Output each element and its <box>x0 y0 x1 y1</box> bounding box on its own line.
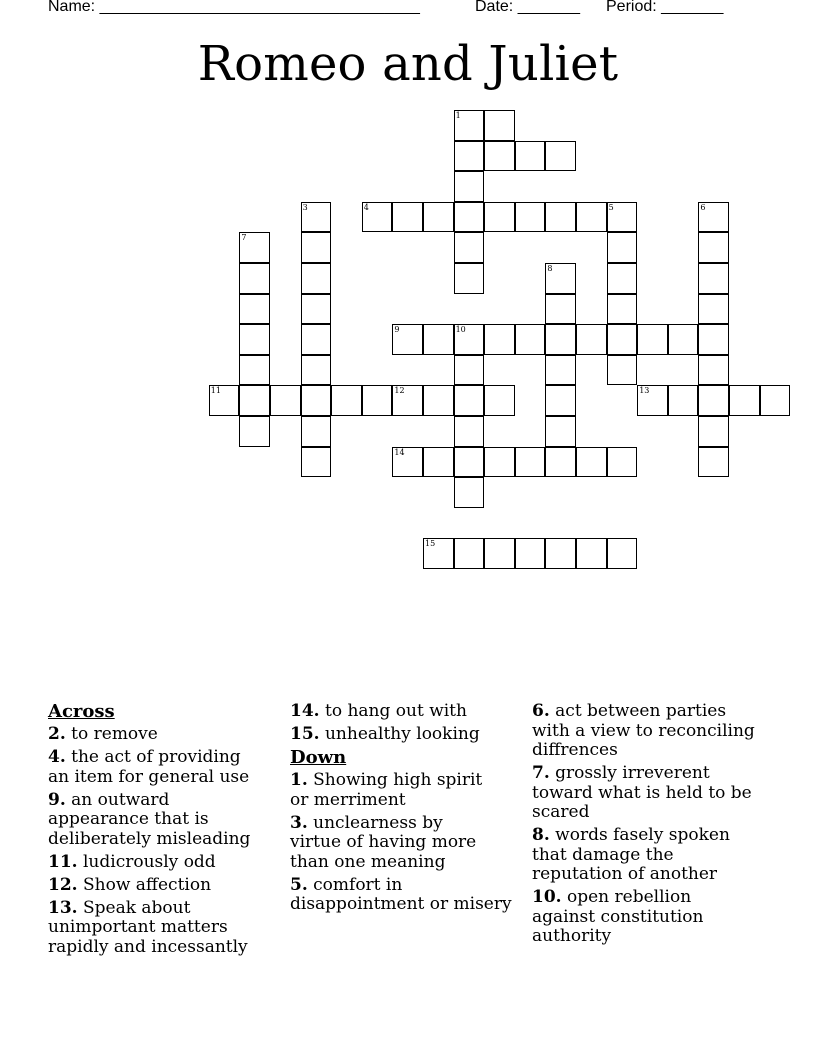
grid-cell[interactable] <box>515 141 546 172</box>
grid-cell[interactable] <box>545 355 576 386</box>
grid-cell[interactable] <box>454 141 485 172</box>
grid-cell[interactable] <box>331 385 362 416</box>
clue-down-10: 10. open rebellion against constitution authority <box>532 887 704 946</box>
grid-cell[interactable] <box>239 416 270 447</box>
grid-cell[interactable] <box>545 294 576 325</box>
grid-cell[interactable] <box>698 232 729 263</box>
grid-cell[interactable] <box>239 232 270 263</box>
clue-number: 7 <box>241 233 247 243</box>
grid-cell[interactable] <box>545 447 576 478</box>
grid-cell[interactable] <box>392 447 423 478</box>
grid-cell[interactable] <box>607 263 638 294</box>
grid-cell[interactable] <box>637 324 668 355</box>
grid-cell[interactable] <box>515 538 546 569</box>
grid-cell[interactable] <box>607 324 638 355</box>
grid-cell[interactable] <box>607 355 638 386</box>
grid-cell[interactable] <box>607 294 638 325</box>
clue-down-6: 6. act between parties with a view to reconciling diffrences <box>532 701 755 760</box>
grid-cell[interactable] <box>239 263 270 294</box>
clue-across-4: 4. the act of providing an item for general use <box>48 747 250 787</box>
grid-cell[interactable] <box>668 385 699 416</box>
grid-cell[interactable] <box>423 447 454 478</box>
grid-cell[interactable] <box>484 447 515 478</box>
grid-cell[interactable] <box>454 477 485 508</box>
grid-cell[interactable] <box>454 171 485 202</box>
clue-down-1: 1. Showing high spirit or merriment <box>290 770 483 810</box>
grid-cell[interactable] <box>301 263 332 294</box>
grid-cell[interactable] <box>545 385 576 416</box>
grid-cell[interactable] <box>545 263 576 294</box>
clue-number: 10 <box>455 325 466 335</box>
grid-cell[interactable] <box>301 202 332 233</box>
grid-cell[interactable] <box>454 416 485 447</box>
name-field[interactable]: Name: ____________________________________ <box>48 0 420 15</box>
grid-cell[interactable] <box>545 416 576 447</box>
grid-cell[interactable] <box>392 385 423 416</box>
clue-across-15: 15. unhealthy looking <box>290 724 480 744</box>
grid-cell[interactable] <box>637 385 668 416</box>
grid-cell[interactable] <box>454 324 485 355</box>
grid-cell[interactable] <box>301 355 332 386</box>
clue-down-5: 5. comfort in disappointment or misery <box>290 874 512 914</box>
grid-cell[interactable] <box>392 324 423 355</box>
grid-cell[interactable] <box>423 202 454 233</box>
grid-cell[interactable] <box>545 538 576 569</box>
clue-number: 8 <box>547 264 553 273</box>
grid-cell[interactable] <box>698 416 729 447</box>
clue-down-3: 3. unclearness by virtue of having more than one meaning <box>290 812 477 872</box>
grid-cell[interactable] <box>576 538 607 569</box>
grid-cell[interactable] <box>698 355 729 386</box>
grid-cell[interactable] <box>607 538 638 569</box>
clue-number: 14 <box>394 447 405 457</box>
page-title: Romeo and Juliet <box>197 36 619 92</box>
clues-column-3 <box>532 702 772 950</box>
date-field[interactable]: Date: _______ <box>475 0 580 15</box>
grid-cell[interactable] <box>270 385 301 416</box>
grid-cell[interactable] <box>698 324 729 355</box>
clue-number: 15 <box>425 539 436 549</box>
grid-cell[interactable] <box>423 538 454 569</box>
grid-cell[interactable] <box>484 141 515 172</box>
grid-cell[interactable] <box>698 385 729 416</box>
grid-cell[interactable] <box>301 232 332 263</box>
grid-cell[interactable] <box>698 294 729 325</box>
clue-number: 5 <box>608 202 614 212</box>
clue-number: 9 <box>394 325 400 335</box>
grid-cell[interactable] <box>576 202 607 233</box>
grid-cell[interactable] <box>484 202 515 233</box>
grid-cell[interactable] <box>454 538 485 569</box>
grid-cell[interactable] <box>362 385 393 416</box>
grid-cell[interactable] <box>454 232 485 263</box>
grid-cell[interactable] <box>545 202 576 233</box>
clue-across-12: 12. Show affection <box>48 874 212 895</box>
clue-across-2: 2. to remove <box>48 724 158 744</box>
clue-number: 12 <box>394 386 405 396</box>
grid-cell[interactable] <box>607 232 638 263</box>
clues-column-2 <box>290 702 526 918</box>
grid-cell[interactable] <box>392 202 423 233</box>
grid-cell[interactable] <box>515 324 546 355</box>
grid-cell[interactable] <box>301 324 332 355</box>
clue-down-8: 8. words fasely spoken that damage the reputation of another <box>532 825 730 884</box>
clue-number: 6 <box>700 202 706 212</box>
clue-across-14: 14. to hang out with <box>290 701 467 721</box>
grid-cell[interactable] <box>423 324 454 355</box>
grid-cell[interactable] <box>454 355 485 386</box>
grid-cell[interactable] <box>239 324 270 355</box>
grid-cell[interactable] <box>607 202 638 233</box>
grid-cell[interactable] <box>484 324 515 355</box>
grid-cell[interactable] <box>239 294 270 325</box>
grid-cell[interactable] <box>301 447 332 478</box>
grid-cell[interactable] <box>484 385 515 416</box>
grid-cell[interactable] <box>545 141 576 172</box>
grid-cell[interactable] <box>239 385 270 416</box>
grid-cell[interactable] <box>454 110 485 141</box>
clue-number: 11 <box>210 386 221 396</box>
clue-number: 3 <box>302 202 308 212</box>
grid-cell[interactable] <box>454 385 485 416</box>
grid-cell[interactable] <box>545 324 576 355</box>
clue-number: 1 <box>455 111 461 120</box>
grid-cell[interactable] <box>760 385 791 416</box>
grid-cell[interactable] <box>515 202 546 233</box>
grid-cell[interactable] <box>301 416 332 447</box>
grid-cell[interactable] <box>515 447 546 478</box>
clue-down-7: 7. grossly irreverent toward what is held to be scared <box>532 763 752 822</box>
grid-cell[interactable] <box>301 385 332 416</box>
grid-cell[interactable] <box>576 324 607 355</box>
clue-number: 13 <box>639 386 650 396</box>
grid-cell[interactable] <box>698 447 729 478</box>
grid-cell[interactable] <box>301 294 332 325</box>
grid-cell[interactable] <box>423 385 454 416</box>
clue-number: 4 <box>363 202 369 212</box>
grid-cell[interactable] <box>362 202 393 233</box>
clue-across-9: 9. an outward appearance that is deliberately misleading <box>48 789 251 849</box>
down-heading: Down <box>290 747 347 768</box>
grid-cell[interactable] <box>668 324 699 355</box>
across-heading: Across <box>48 701 115 722</box>
grid-cell[interactable] <box>454 263 485 294</box>
grid-cell[interactable] <box>698 202 729 233</box>
grid-cell[interactable] <box>454 202 485 233</box>
grid-cell[interactable] <box>607 447 638 478</box>
grid-cell[interactable] <box>576 447 607 478</box>
grid-cell[interactable] <box>209 385 240 416</box>
grid-cell[interactable] <box>239 355 270 386</box>
grid-cell[interactable] <box>729 385 760 416</box>
grid-cell[interactable] <box>698 263 729 294</box>
period-field[interactable]: Period: _______ <box>606 0 724 15</box>
clue-across-13: 13. Speak about unimportant matters rapidly and incessantly <box>48 897 248 957</box>
clue-across-11: 11. ludicrously odd <box>48 851 216 872</box>
grid-cell[interactable] <box>454 447 485 478</box>
grid-cell[interactable] <box>484 110 515 141</box>
clues-column-1 <box>48 702 283 961</box>
grid-cell[interactable] <box>484 538 515 569</box>
